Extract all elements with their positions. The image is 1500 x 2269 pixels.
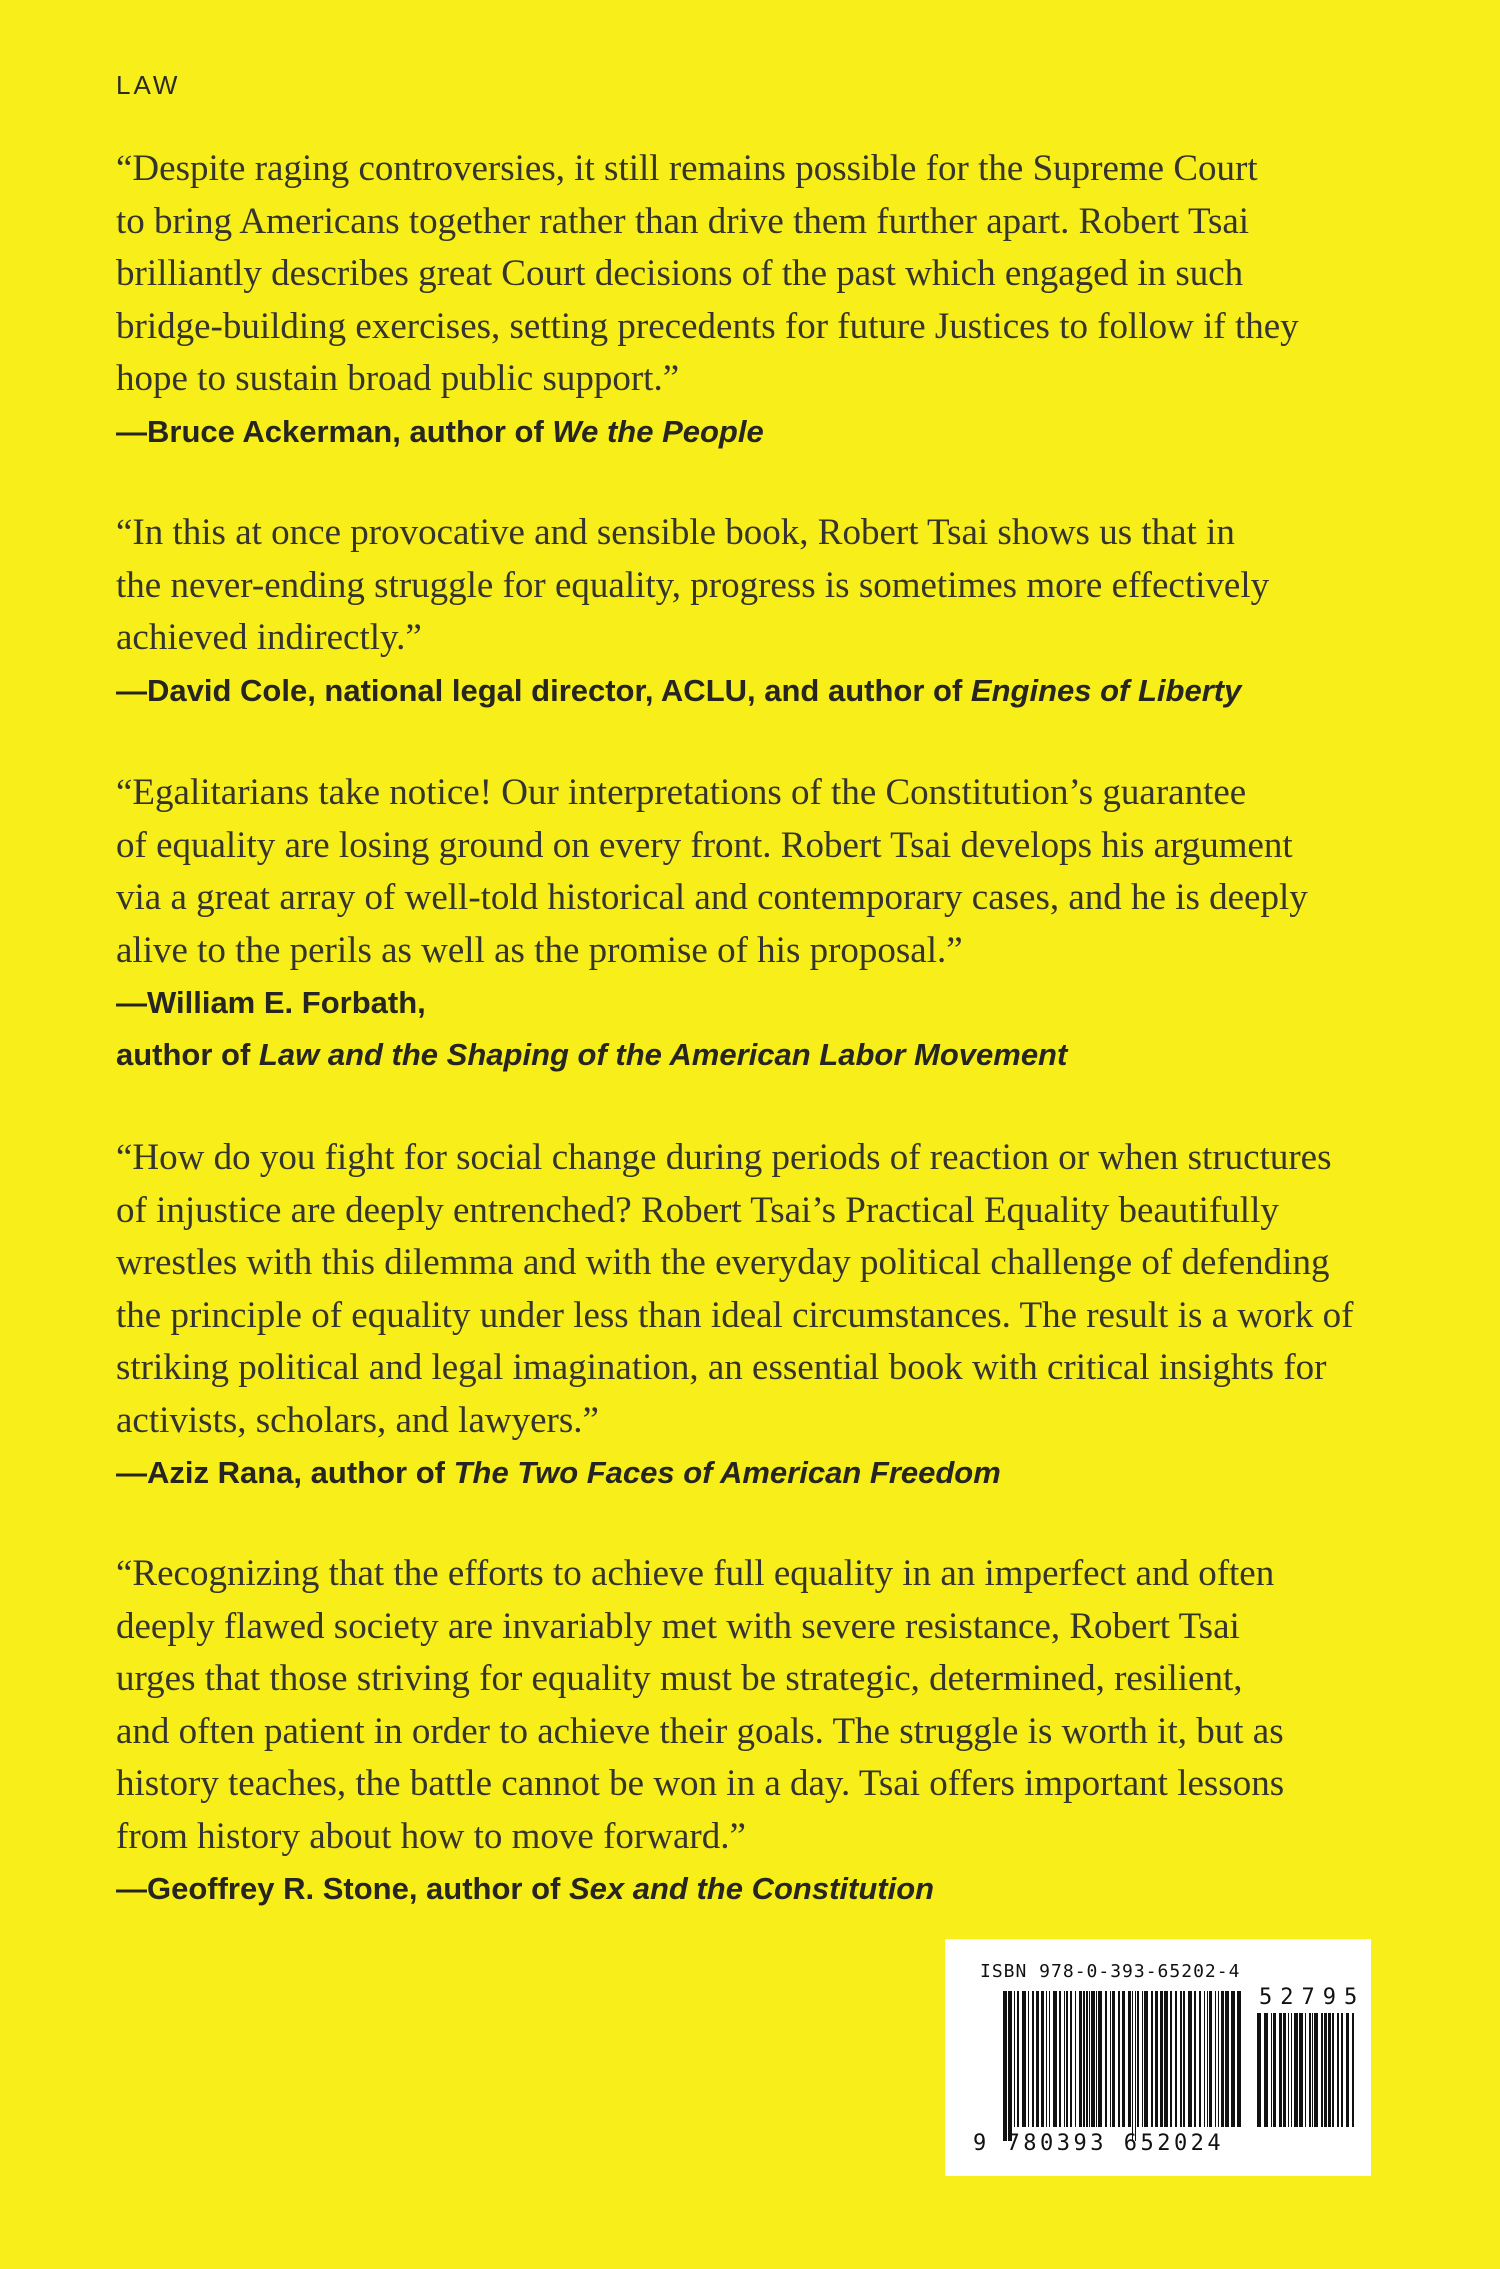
attribution-author: —Aziz Rana, author of	[116, 1455, 454, 1490]
barcode-bar	[1046, 1991, 1047, 2127]
blurb-attribution	[116, 977, 1386, 1029]
attribution-work: We the People	[552, 413, 764, 449]
barcode-bar	[1264, 2013, 1268, 2127]
barcode-bar	[1291, 2013, 1292, 2127]
barcode-bar	[1170, 1991, 1172, 2127]
barcode-bar	[1183, 1991, 1185, 2127]
barcode-bar	[1137, 1991, 1139, 2127]
quote-line: “Egalitarians take notice! Our interpretations of the Constitution’s guarantee	[116, 772, 1247, 813]
barcode-bar	[1273, 2013, 1276, 2127]
barcode-bar	[1151, 1991, 1153, 2127]
quote-line: “In this at once provocative and sensible book, Robert Tsai shows us that in	[116, 512, 1235, 553]
quote-line: hope to sustain broad public support.”	[116, 358, 680, 399]
barcode-bar	[1237, 1991, 1241, 2127]
barcode-bar	[1049, 1991, 1050, 2127]
quote-line: activists, scholars, and lawyers.”	[116, 1399, 599, 1441]
quote-line: the never-ending struggle for equality, progress is sometimes more effectively	[116, 564, 1270, 606]
barcode-bar	[1312, 2013, 1313, 2127]
attribution-work: Law and the Shaping of the American Labor Movement	[258, 1037, 1068, 1072]
attribution-work: Engines of Liberty	[970, 672, 1242, 708]
barcode-bar	[1070, 1991, 1072, 2127]
attribution-author: —Bruce Ackerman, author of	[116, 413, 553, 449]
barcode-bar	[1337, 2013, 1339, 2127]
quote-line: urges that those striving for equality must be strategic, determined, resilient,	[116, 1658, 1243, 1699]
attribution-work: Sex and the Constitution	[568, 1871, 935, 1906]
barcode-bar	[1207, 1991, 1208, 2127]
quote-line: “Recognizing that the efforts to achieve full equality in an imperfect and often	[116, 1553, 1275, 1594]
barcode-bar	[1324, 2013, 1327, 2127]
barcode-bar	[1032, 1991, 1034, 2127]
barcode-bar	[1321, 2013, 1323, 2127]
barcode-bar	[1096, 1991, 1097, 2127]
quote-line: deeply flawed society are invariably met with severe resistance, Robert Tsai	[116, 1605, 1240, 1647]
barcode-bar	[1089, 1991, 1090, 2127]
barcode-bar	[1017, 1991, 1019, 2127]
barcode-bar	[1218, 1991, 1219, 2127]
blurb-attribution-line2	[116, 1029, 1386, 1081]
barcode-bar	[1105, 1991, 1107, 2127]
barcode-bar	[1110, 1991, 1111, 2127]
barcode-bar	[1059, 1991, 1061, 2127]
barcode-bar	[1279, 2013, 1282, 2127]
attribution-author: —Geoffrey R. Stone, author of	[116, 1871, 569, 1906]
barcode-bar	[1132, 1991, 1133, 2141]
quote-line: alive to the perils as well as the promise of his proposal.”	[116, 929, 963, 971]
attribution-prefix: author of	[116, 1037, 259, 1072]
ean13-bars	[1003, 1991, 1243, 2141]
attribution-author: —William E. Forbath,	[116, 985, 426, 1020]
barcode-bar	[1003, 1991, 1007, 2141]
barcode-bar	[1215, 1991, 1216, 2127]
barcode-bar	[1204, 1991, 1205, 2127]
quote-line: and often patient in order to achieve their goals. The struggle is worth it, but as	[116, 1710, 1284, 1752]
barcode-bar	[1257, 2013, 1261, 2127]
barcode-bar	[1014, 1991, 1015, 2127]
quote-line: of equality are losing ground on every front. Robert Tsai develops his argument	[116, 824, 1293, 866]
barcode-digits: 9 780393 652024	[973, 2131, 1225, 2156]
quote-line: wrestles with this dilemma and with the everyday political challenge of defending	[116, 1242, 1330, 1283]
barcode-bar	[1294, 2013, 1298, 2127]
barcode-bar	[1053, 1991, 1057, 2127]
attribution-work: The Two Faces of American Freedom	[453, 1455, 1001, 1490]
barcode-bar	[1352, 2013, 1354, 2127]
quote-line: from history about how to move forward.”	[116, 1815, 746, 1857]
quote-line: to bring Americans together rather than drive them further apart. Robert Tsai	[116, 200, 1250, 242]
quote-line: brilliantly describes great Court decisions of the past which engaged in such	[116, 253, 1244, 294]
barcode-bar	[1231, 1991, 1235, 2127]
barcode-bar	[1346, 2013, 1349, 2127]
barcode-bar	[1328, 2013, 1331, 2127]
barcode-bar	[1135, 1991, 1136, 2141]
blurb-quote	[116, 767, 1386, 977]
barcode-bar	[1144, 1991, 1148, 2127]
barcode-bar	[1128, 1991, 1131, 2127]
quote-line: the principle of equality under less than ideal circumstances. The result is a work of	[116, 1294, 1354, 1336]
barcode-bar	[1194, 1991, 1196, 2127]
quote-line: “Despite raging controversies, it still remains possible for the Supreme Court	[116, 148, 1258, 189]
barcode-bar	[1221, 1991, 1224, 2127]
barcode-bar	[1164, 1991, 1168, 2127]
barcode-bar	[1041, 1991, 1044, 2127]
barcode-bar	[1305, 2013, 1306, 2127]
blurb-quote	[116, 507, 1386, 665]
barcode-bar	[1180, 1991, 1182, 2127]
barcode-bar	[1122, 1991, 1125, 2127]
barcode-bar	[1188, 1991, 1192, 2127]
barcode-bar	[1079, 1991, 1082, 2127]
blurb-attribution	[116, 1863, 1386, 1915]
isbn-label: ISBN 978-0-393-65202-4	[980, 1961, 1241, 1982]
barcode-bar	[1332, 2013, 1334, 2127]
barcode-bar	[1118, 1991, 1120, 2127]
quote-line: history teaches, the battle cannot be won in a day. Tsai offers important lessons	[116, 1763, 1285, 1804]
barcode-bar	[1036, 1991, 1039, 2127]
blurb-ackerman	[116, 143, 1386, 458]
quote-line: achieved indirectly.”	[116, 617, 422, 658]
blurb-quote	[116, 1132, 1386, 1447]
isbn-barcode	[945, 1939, 1371, 2176]
quote-line: via a great array of well-told historical and contemporary cases, and he is deeply	[116, 877, 1308, 918]
blurb-stone	[116, 1548, 1386, 1915]
addon-bars	[1257, 2013, 1357, 2141]
barcode-bar	[1299, 2013, 1303, 2127]
barcode-bar	[1283, 2013, 1286, 2127]
barcode-bar	[1066, 1991, 1068, 2127]
barcode-bar	[1155, 1991, 1158, 2127]
blurb-rana	[116, 1132, 1386, 1499]
blurb-attribution	[116, 406, 1386, 458]
quote-line: bridge-building exercises, setting precedents for future Justices to follow if they	[116, 305, 1299, 347]
barcode-bar	[1098, 1991, 1102, 2127]
barcode-bar	[1309, 2013, 1311, 2127]
barcode-bar	[1175, 1991, 1177, 2127]
barcode-bar	[1022, 1991, 1026, 2127]
quote-line: “How do you fight for social change during periods of reaction or when structures	[116, 1137, 1332, 1178]
barcode-bar	[1112, 1991, 1115, 2127]
blurb-attribution	[116, 1447, 1386, 1499]
barcode-bar	[1142, 1991, 1143, 2127]
quote-line: of injustice are deeply entrenched? Robert Tsai’s Practical Equality beautifully	[116, 1189, 1279, 1231]
blurb-cole	[116, 507, 1386, 717]
barcode-bar	[1209, 1991, 1212, 2127]
blurb-forbath	[116, 767, 1386, 1081]
addon-digits: 52795	[1259, 1985, 1366, 2010]
barcode-bar	[1075, 1991, 1076, 2127]
barcode-bar	[1341, 2013, 1343, 2127]
barcode-bar	[1091, 1991, 1095, 2127]
barcode-bar	[1314, 2013, 1318, 2127]
barcode-bar	[1086, 1991, 1088, 2127]
blurb-quote	[116, 143, 1386, 406]
barcode-bar	[1225, 1991, 1229, 2127]
barcode-bar	[1199, 1991, 1201, 2127]
quote-line: striking political and legal imagination, an essential book with critical insights for	[116, 1347, 1327, 1388]
blurb-quote	[116, 1548, 1386, 1863]
barcode-bar	[1288, 2013, 1289, 2127]
barcode-bar	[1064, 1991, 1065, 2127]
blurb-attribution	[116, 665, 1386, 717]
barcode-bar	[1008, 1991, 1012, 2141]
barcode-bar	[1160, 1991, 1163, 2127]
attribution-author: —David Cole, national legal director, ACLU, and author of	[116, 672, 971, 708]
barcode-bar	[1028, 1991, 1029, 2127]
barcode-bar	[1271, 2013, 1272, 2127]
category-label: LAW	[116, 70, 181, 100]
barcode-bar	[1083, 1991, 1085, 2127]
